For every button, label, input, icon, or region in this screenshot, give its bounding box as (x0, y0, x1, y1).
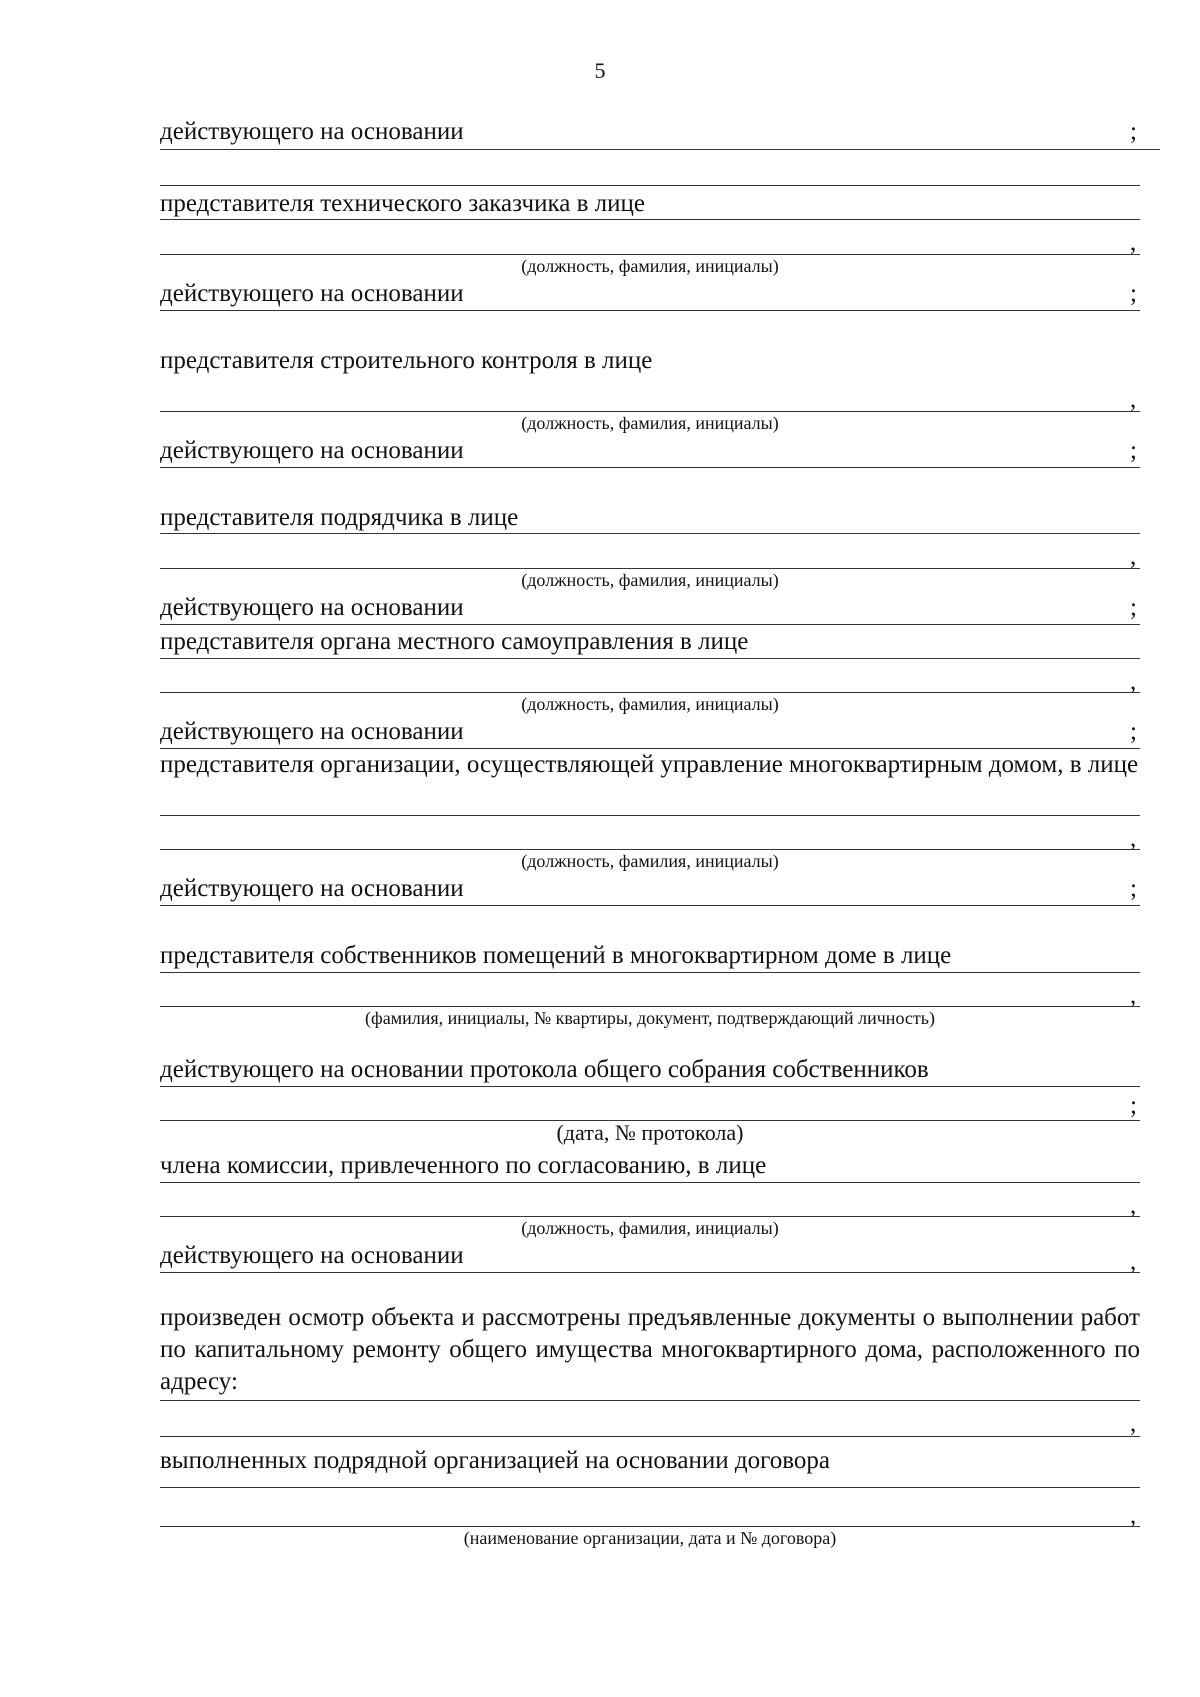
position-caption: (должность, фамилия, инициалы) (521, 413, 779, 433)
tech-customer-line[interactable] (160, 219, 1140, 220)
owners-line[interactable] (160, 972, 1140, 973)
owners-basis-text: действующего на основании протокола общего собрания собственников (160, 1056, 929, 1083)
comma: , (1130, 668, 1137, 695)
position-caption: (должность, фамилия, инициалы) (521, 694, 779, 714)
comma: , (1130, 386, 1137, 413)
acting-basis-text: действующего на основании (160, 875, 464, 902)
position-caption: (должность, фамилия, инициалы) (521, 1218, 779, 1238)
management-org-name-line[interactable] (160, 849, 1140, 850)
management-org-line[interactable] (160, 815, 1140, 816)
position-caption: (должность, фамилия, инициалы) (521, 570, 779, 590)
contract-caption: (наименование организации, дата и № договора) (463, 1528, 837, 1548)
comma: , (1130, 1248, 1137, 1275)
acting-basis-text: действующего на основании (160, 437, 464, 464)
protocol-caption: (дата, № протокола) (556, 1120, 744, 1145)
contractor-name-line[interactable] (160, 568, 1140, 569)
comma: , (1130, 1410, 1137, 1437)
acting-basis-line[interactable] (160, 905, 1140, 906)
performed-by-label: выполненных подрядной организацией на основании договора (160, 1447, 830, 1474)
commission-member-line[interactable] (160, 1182, 1140, 1183)
semicolon: ; (1130, 118, 1137, 145)
commission-member-name-line[interactable] (160, 1216, 1140, 1217)
acting-basis-text: действующего на основании (160, 594, 464, 621)
owners-name-line[interactable] (160, 1006, 1140, 1007)
acting-basis-line[interactable] (160, 467, 1140, 468)
acting-basis-text: действующего на основании (160, 118, 464, 145)
construction-control-label: представителя строительного контроля в лице (160, 347, 653, 374)
inspection-text: произведен осмотр объекта и рассмотрены предъявленные документы о выполнении работ по капитальному ремонту общего имущества многоквартирного дома, расположенного по адресу: (160, 1304, 1140, 1395)
semicolon: ; (1130, 437, 1137, 464)
performed-by-line[interactable] (160, 1487, 1140, 1488)
acting-basis-text: действующего на основании (160, 1242, 464, 1269)
tech-customer-label: представителя технического заказчика в лице (160, 190, 645, 217)
local-government-label: представителя органа местного самоуправления в лице (160, 628, 749, 655)
address-line-2[interactable] (160, 1436, 1140, 1437)
blank-line[interactable] (160, 185, 1140, 186)
local-government-line[interactable] (160, 658, 1140, 659)
acting-basis-line[interactable] (160, 149, 1160, 150)
position-caption: (должность, фамилия, инициалы) (521, 256, 779, 276)
comma: , (1130, 982, 1137, 1009)
comma: , (1130, 1502, 1137, 1529)
semicolon: ; (1130, 594, 1137, 621)
owners-label: представителя собственников помещений в многоквартирном доме в лице (160, 942, 952, 969)
contractor-label: представителя подрядчика в лице (160, 504, 519, 531)
tech-customer-name-line[interactable] (160, 254, 1140, 255)
semicolon: ; (1130, 280, 1137, 307)
acting-basis-line[interactable] (160, 310, 1140, 311)
contract-line[interactable] (160, 1526, 1140, 1527)
comma: , (1130, 229, 1137, 256)
address-line[interactable] (160, 1400, 1140, 1401)
owners-basis-line[interactable] (160, 1086, 1140, 1087)
commission-member-label: члена комиссии, привлеченного по согласованию, в лице (160, 1152, 767, 1179)
semicolon: ; (1130, 875, 1137, 902)
acting-basis-text: действующего на основании (160, 280, 464, 307)
acting-basis-line[interactable] (160, 1272, 1140, 1273)
owner-details-caption: (фамилия, инициалы, № квартиры, документ, подтверждающий личность) (365, 1008, 935, 1028)
acting-basis-line[interactable] (160, 624, 1140, 625)
semicolon: ; (1130, 718, 1137, 745)
contractor-line[interactable] (160, 533, 1140, 534)
semicolon: ; (1130, 1092, 1137, 1119)
page-number: 5 (594, 58, 606, 83)
position-caption: (должность, фамилия, инициалы) (521, 851, 779, 871)
management-org-label: представителя организации, осуществляющей управление многоквартирным домом, в лице (160, 751, 1139, 778)
construction-control-name-line[interactable] (160, 411, 1140, 412)
acting-basis-text: действующего на основании (160, 718, 464, 745)
local-government-name-line[interactable] (160, 692, 1140, 693)
comma: , (1130, 543, 1137, 570)
comma: , (1130, 825, 1137, 852)
comma: , (1130, 1192, 1137, 1219)
